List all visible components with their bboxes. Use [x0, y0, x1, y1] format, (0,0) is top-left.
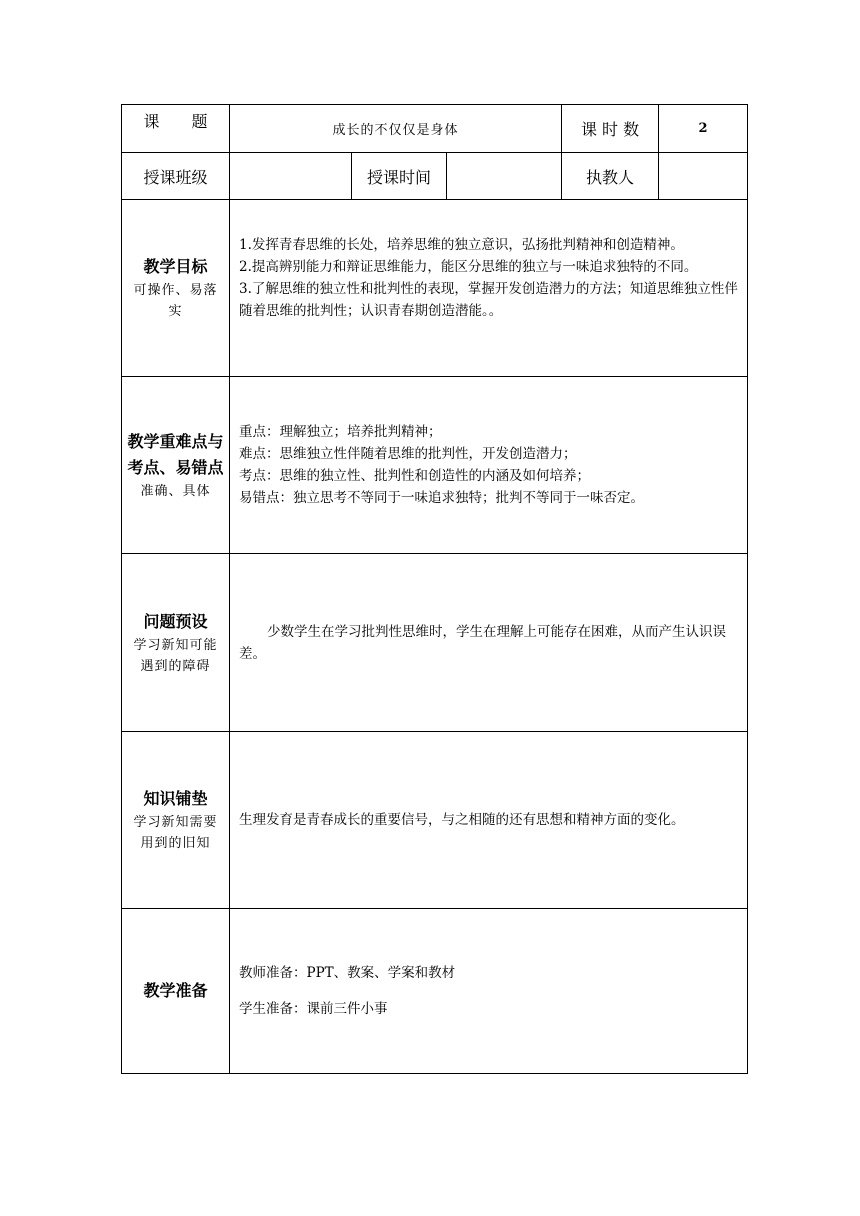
- class-label: 授课班级: [122, 153, 230, 200]
- time-value: [447, 153, 562, 200]
- problems-content: [230, 554, 748, 732]
- section-label: 问题预设: [143, 611, 208, 631]
- time-label: 授课时间: [352, 153, 447, 200]
- objective-line: 1.发挥青春思维的长处，培养思维的独立意识，弘扬批判精神和创造精神。: [239, 237, 684, 253]
- objectives-label-cell: [122, 200, 230, 377]
- objectives-content: [230, 200, 748, 377]
- hours-label: 课 时 数: [562, 105, 659, 153]
- lesson-plan-table: [121, 104, 748, 1074]
- key-point-line: 易错点：独立思考不等同于一味追求独特；批判不等同于一味否定。: [239, 490, 644, 506]
- class-value: [230, 153, 352, 200]
- section-label: 教学目标: [143, 257, 208, 276]
- preparation-line: 学生准备：课前三件小事: [239, 1001, 388, 1017]
- row-class: [122, 153, 748, 200]
- section-sublabel: 准确、具体: [140, 483, 211, 499]
- subject-label: 课 题: [122, 105, 230, 153]
- prior-knowledge-label-cell: [122, 732, 230, 909]
- row-problems: [122, 554, 748, 732]
- key-point-line: 考点：思维的独立性、批判性和创造性的内涵及如何培养；: [239, 468, 590, 484]
- key-points-label-cell: [122, 377, 230, 554]
- problems-label-cell: [122, 554, 230, 732]
- row-preparation: [122, 909, 748, 1074]
- section-sublabel: 学习新知可能遇到的障碍: [133, 637, 218, 674]
- preparation-label-cell: [122, 909, 230, 1074]
- key-point-line: 难点：思维独立性伴随着思维的批判性，开发创造潜力；: [239, 446, 577, 462]
- prior-knowledge-content: [230, 732, 748, 909]
- key-point-line: 重点：理解独立；培养批判精神；: [239, 424, 442, 440]
- row-objectives: [122, 200, 748, 377]
- row-prior-knowledge: [122, 732, 748, 909]
- teacher-value: [659, 153, 748, 200]
- preparation-content: [230, 909, 748, 1074]
- objective-line: 3.了解思维的独立性和批判性的表现，掌握开发创造潜力的方法；知道思维独立性伴随着思维的批判性；认识青春期创造潜能。。: [239, 281, 738, 319]
- hours-value: 2: [659, 105, 748, 153]
- preparation-line: 教师准备：PPT、教案、学案和教材: [239, 965, 456, 981]
- row-key-points: [122, 377, 748, 554]
- row-subject: [122, 105, 748, 153]
- section-label: 知识铺垫: [143, 789, 208, 808]
- problem-line: 少数学生在学习批判性思维时，学生在理解上可能存在困难，从而产生认识误差。: [239, 623, 726, 662]
- section-label: 教学重难点与考点、易错点: [127, 431, 224, 477]
- objective-line: 2.提高辨别能力和辩证思维能力，能区分思维的独立与一味追求独特的不同。: [239, 259, 698, 275]
- subject-value: 成长的不仅仅是身体: [230, 105, 562, 153]
- teacher-label: 执教人: [562, 153, 659, 200]
- section-sublabel: 可操作、易落实: [133, 283, 218, 319]
- section-label: 教学准备: [143, 981, 208, 1000]
- section-sublabel: 学习新知需要用到的旧知: [133, 815, 218, 851]
- key-points-content: [230, 377, 748, 554]
- prior-knowledge-line: 生理发育是青春成长的重要信号，与之相随的还有思想和精神方面的变化。: [239, 812, 685, 828]
